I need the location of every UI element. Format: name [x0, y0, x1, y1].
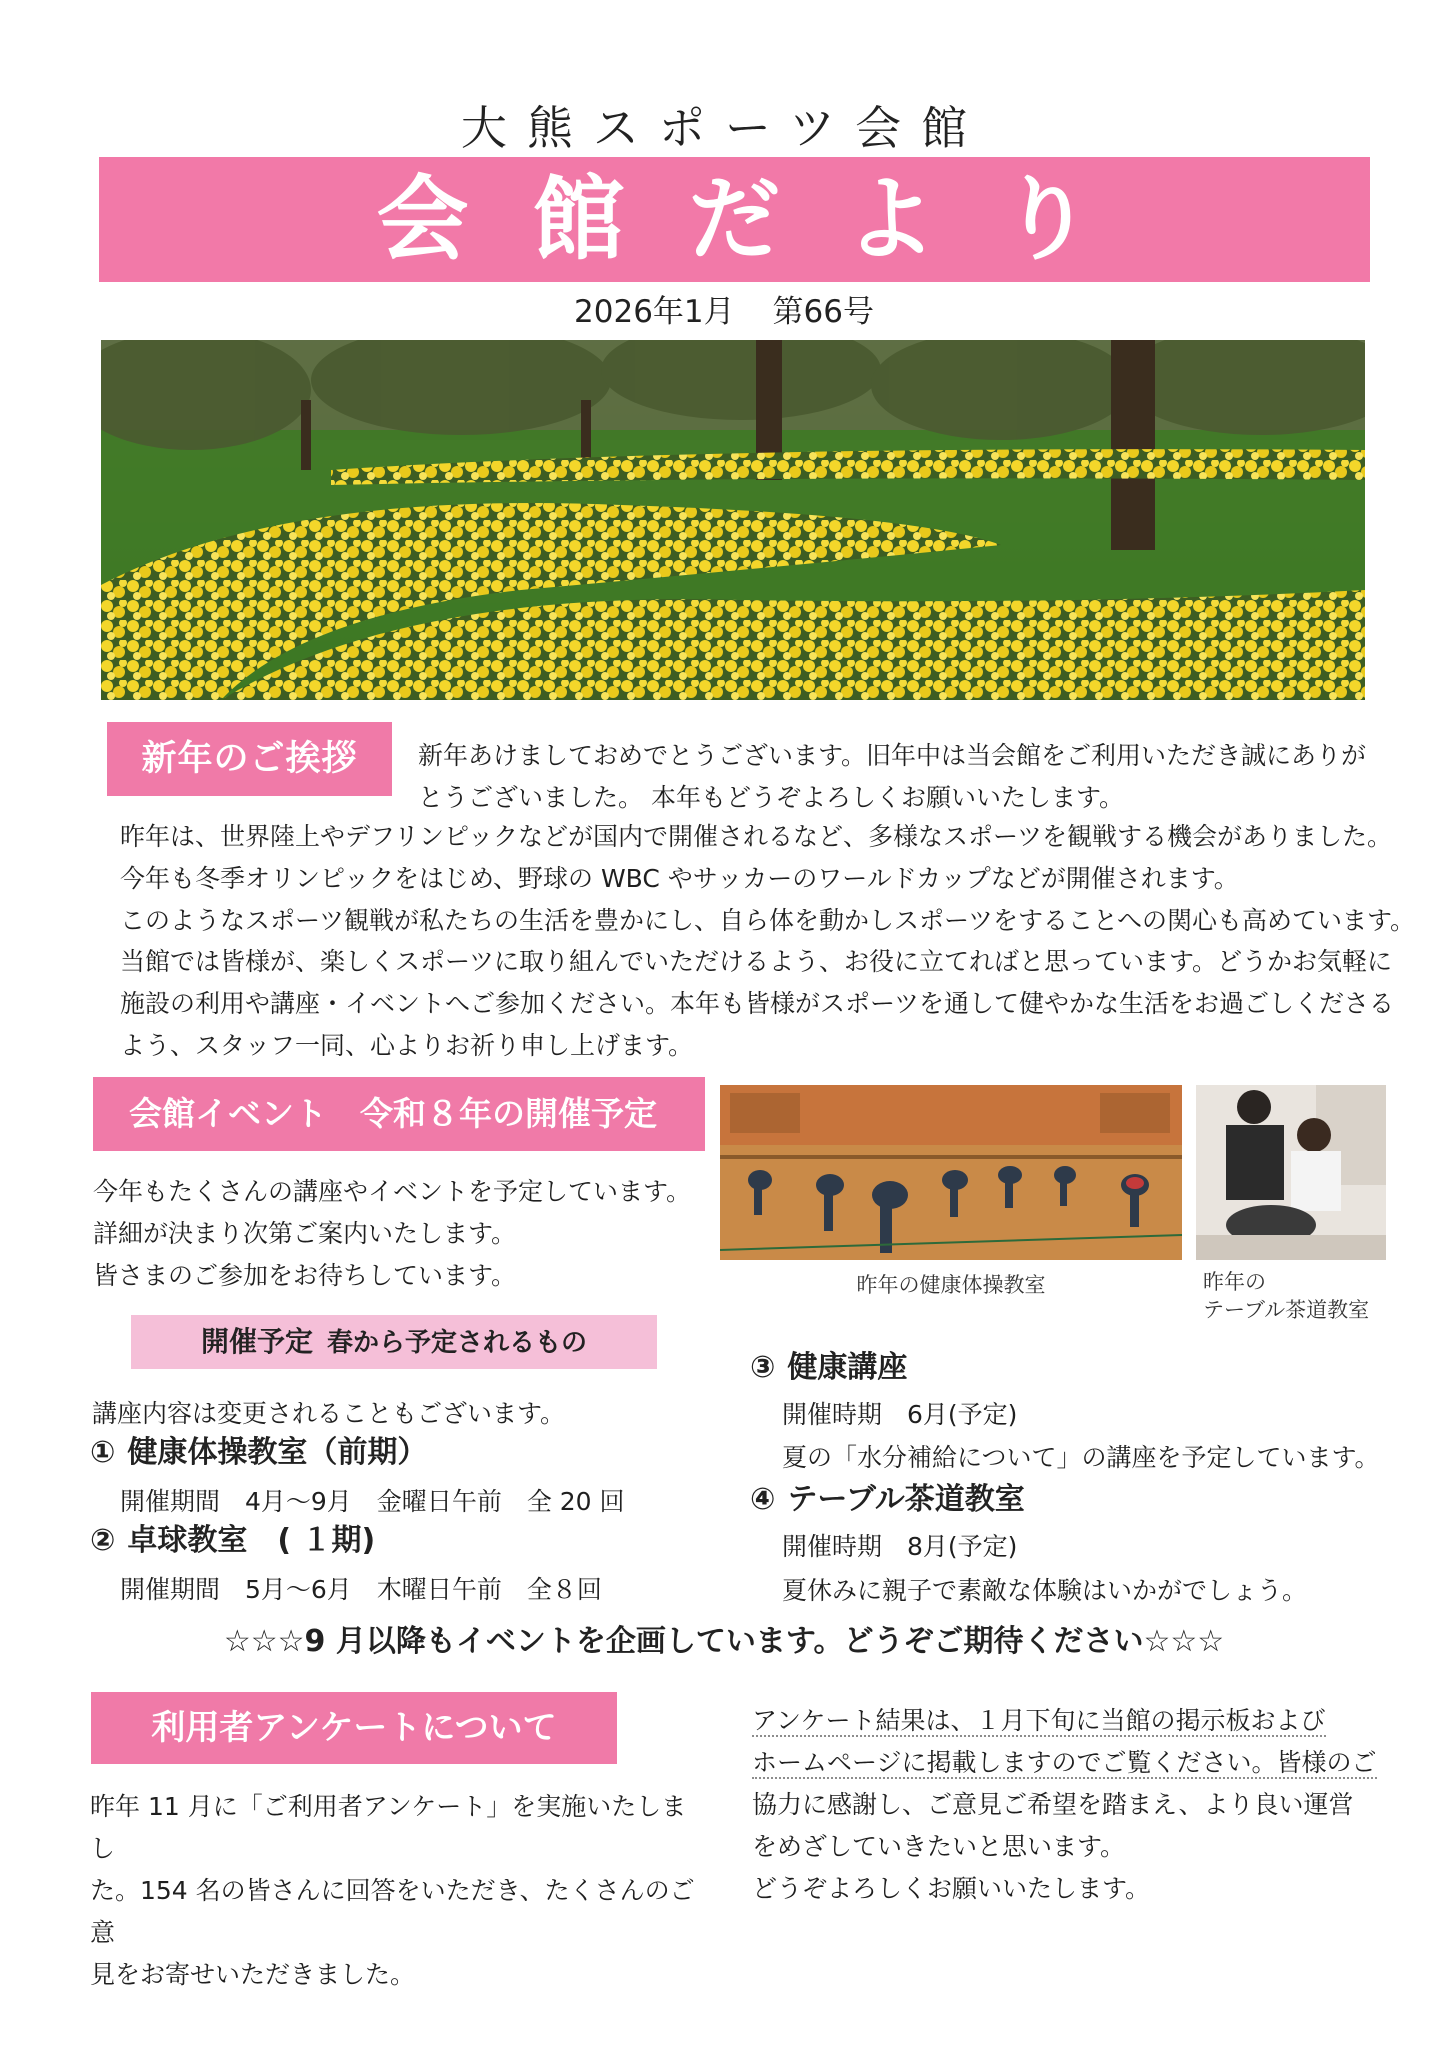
- event-item-detail: 夏の「水分補給について」の講座を予定しています。: [782, 1443, 1380, 1472]
- greeting-line: 施設の利用や講座・イベントへご参加ください。本年も皆様がスポーツを通して健やかな生活をお過ごしくださる: [120, 989, 1395, 1019]
- greeting-label: 新年のご挨拶: [107, 722, 392, 796]
- greeting-line: よう、スタッフ一同、心よりお祈り申し上げます。: [120, 1030, 694, 1060]
- event-item-detail: 開催期間 4月～9月 金曜日午前 全 20 回: [120, 1487, 625, 1516]
- survey-right-text: [752, 1700, 1392, 1910]
- events-intro-line: 詳細が決まり次第ご案内いたします。: [93, 1219, 517, 1248]
- events-label: 会館イベント 令和８年の開催予定: [93, 1077, 705, 1151]
- event-item-name: 健康講座: [787, 1350, 908, 1385]
- survey-label: 利用者アンケートについて: [91, 1692, 617, 1764]
- events-intro-line: 皆さまのご参加をお待ちしています。: [93, 1261, 517, 1290]
- tea-caption-line: 昨年の: [1203, 1270, 1266, 1294]
- greeting-line: 当館では皆様が、楽しくスポーツに取り組んでいただけるよう、お役に立てればと思っています。どうかお気軽に: [120, 947, 1393, 977]
- event-item-number: ①: [90, 1435, 116, 1470]
- newsletter-title: 会館だより: [376, 166, 1157, 273]
- event-item-name: 卓球教室 ( １期): [127, 1523, 376, 1558]
- survey-line: た。154 名の皆さんに回答をいただき、たくさんのご意: [90, 1876, 695, 1947]
- greeting-intro: 新年あけましておめでとうございます。旧年中は当会館をご利用いただき誠にありがとうございました。 本年もどうぞよろしくお願いいたします。: [418, 741, 1367, 812]
- issue-number: 第66号: [772, 294, 874, 330]
- tea-ceremony-photo: [1196, 1085, 1386, 1260]
- issue-date: 2026年1月: [574, 294, 735, 330]
- survey-line: 協力に感謝し、ご意見ご希望を踏まえ、より良い運営: [752, 1790, 1354, 1819]
- event-item-number: ④: [750, 1482, 776, 1517]
- daffodil-field-photo: [101, 340, 1365, 700]
- event-item-number: ②: [90, 1523, 116, 1558]
- event-item-name: テーブル茶道教室: [787, 1482, 1025, 1517]
- survey-line: アンケート結果は、１月下旬に当館の掲示板および: [752, 1706, 1326, 1735]
- tea-caption-line: テーブル茶道教室: [1203, 1298, 1370, 1322]
- greeting-line: このようなスポーツ観戦が私たちの生活を豊かにし、自ら体を動かしスポーツをすることへの関心も高めています。: [120, 905, 1416, 935]
- survey-line: をめざしていきたいと思います。: [752, 1832, 1126, 1861]
- exercise-class-photo: [720, 1085, 1182, 1260]
- event-item-title: [90, 1519, 375, 1563]
- survey-line: 昨年 11 月に「ご利用者アンケート」を実施いたしまし: [90, 1792, 687, 1863]
- exercise-photo-caption: 昨年の健康体操教室: [856, 1273, 1046, 1297]
- greeting-body: [120, 816, 1416, 1067]
- tea-photo-caption: [1203, 1268, 1403, 1324]
- event-item-title: [90, 1431, 427, 1475]
- survey-line: 見をお寄せいただきました。: [90, 1960, 416, 1989]
- facility-name: 大熊スポーツ会館: [460, 101, 988, 155]
- event-item-detail: 開催時期 8月(予定): [782, 1532, 1018, 1561]
- survey-line: ホームページに掲載しますのでご覧ください。皆様のご: [752, 1748, 1377, 1777]
- event-item-detail: 開催期間 5月～6月 木曜日午前 全８回: [120, 1575, 602, 1604]
- event-item-number: ③: [750, 1350, 776, 1385]
- event-item-detail: 開催時期 6月(予定): [782, 1400, 1018, 1429]
- event-item-detail: 夏休みに親子で素敵な体験はいかがでしょう。: [782, 1576, 1308, 1605]
- upcoming-events-note: ☆☆☆9 月以降もイベントを企画しています。どうぞご期待ください☆☆☆: [223, 1624, 1225, 1659]
- schedule-label-sub: 春から予定されるもの: [327, 1328, 588, 1358]
- survey-line: どうぞよろしくお願いいたします。: [752, 1874, 1151, 1903]
- greeting-line: 昨年は、世界陸上やデフリンピックなどが国内で開催されるなど、多様なスポーツを観戦する機会がありました。: [120, 822, 1393, 851]
- event-item-name: 健康体操教室（前期）: [127, 1435, 428, 1470]
- issue-line: [0, 286, 1448, 331]
- event-item-title: [750, 1346, 907, 1390]
- events-intro: [93, 1171, 693, 1297]
- schedule-label: [131, 1315, 657, 1369]
- greeting-line: 今年も冬季オリンピックをはじめ、野球の WBC やサッカーのワールドカップなどが開催されます。: [120, 863, 1239, 893]
- events-intro-line: 今年もたくさんの講座やイベントを予定しています。: [93, 1177, 692, 1206]
- event-item-title: [750, 1478, 1025, 1522]
- schedule-label-main: 開催予定: [200, 1325, 313, 1358]
- schedule-note: 講座内容は変更されることもございます。: [92, 1399, 566, 1428]
- survey-left-text: [90, 1786, 705, 1996]
